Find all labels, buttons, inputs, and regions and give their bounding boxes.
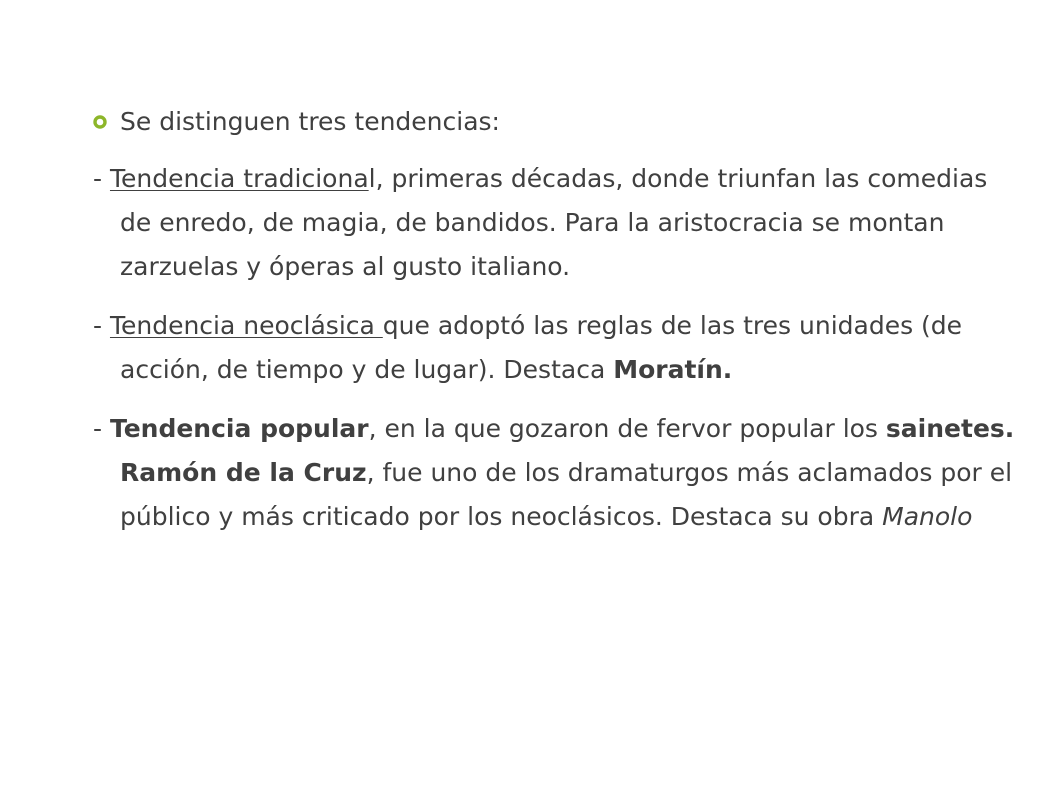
dash: - <box>93 164 110 193</box>
term-neoclasica: Tendencia neoclásica <box>109 311 383 340</box>
work-manolo: Manolo <box>882 502 973 531</box>
paragraph-popular <box>93 407 1018 539</box>
paragraph-text: l, primeras décadas, donde triunfan las comedias de enredo, de magia, de bandidos. Para la aristocracia se montan zarzuelas y óperas al gusto italiano. <box>120 164 988 281</box>
term-tradicional: Tendencia tradiciona <box>109 164 369 193</box>
paragraph-text: que adoptó las reglas de las tres unidades (de acción, de tiempo y de lugar). Destaca <box>120 311 963 384</box>
dash: - <box>93 414 110 443</box>
heading-bullet-line <box>93 100 1018 144</box>
paragraph-text: , en la que gozaron de fervor popular los <box>368 414 886 443</box>
paragraph-traditional <box>93 157 1018 289</box>
term-popular: Tendencia popular <box>109 414 369 443</box>
paragraph-neoclassical <box>93 304 1018 392</box>
slide-content <box>93 100 1018 554</box>
author-moratin: Moratín. <box>613 355 733 384</box>
heading-text: Se distinguen tres tendencias: <box>120 107 500 136</box>
circle-bullet-icon <box>93 115 107 129</box>
sainetes-ramon-de-la-cruz: sainetes. Ramón de la Cruz <box>120 414 1015 487</box>
paragraph-text: , fue uno de los dramaturgos más aclamados por el público y más criticado por los neoclásicos. Destaca su obra <box>120 458 1013 531</box>
dash: - <box>93 311 110 340</box>
